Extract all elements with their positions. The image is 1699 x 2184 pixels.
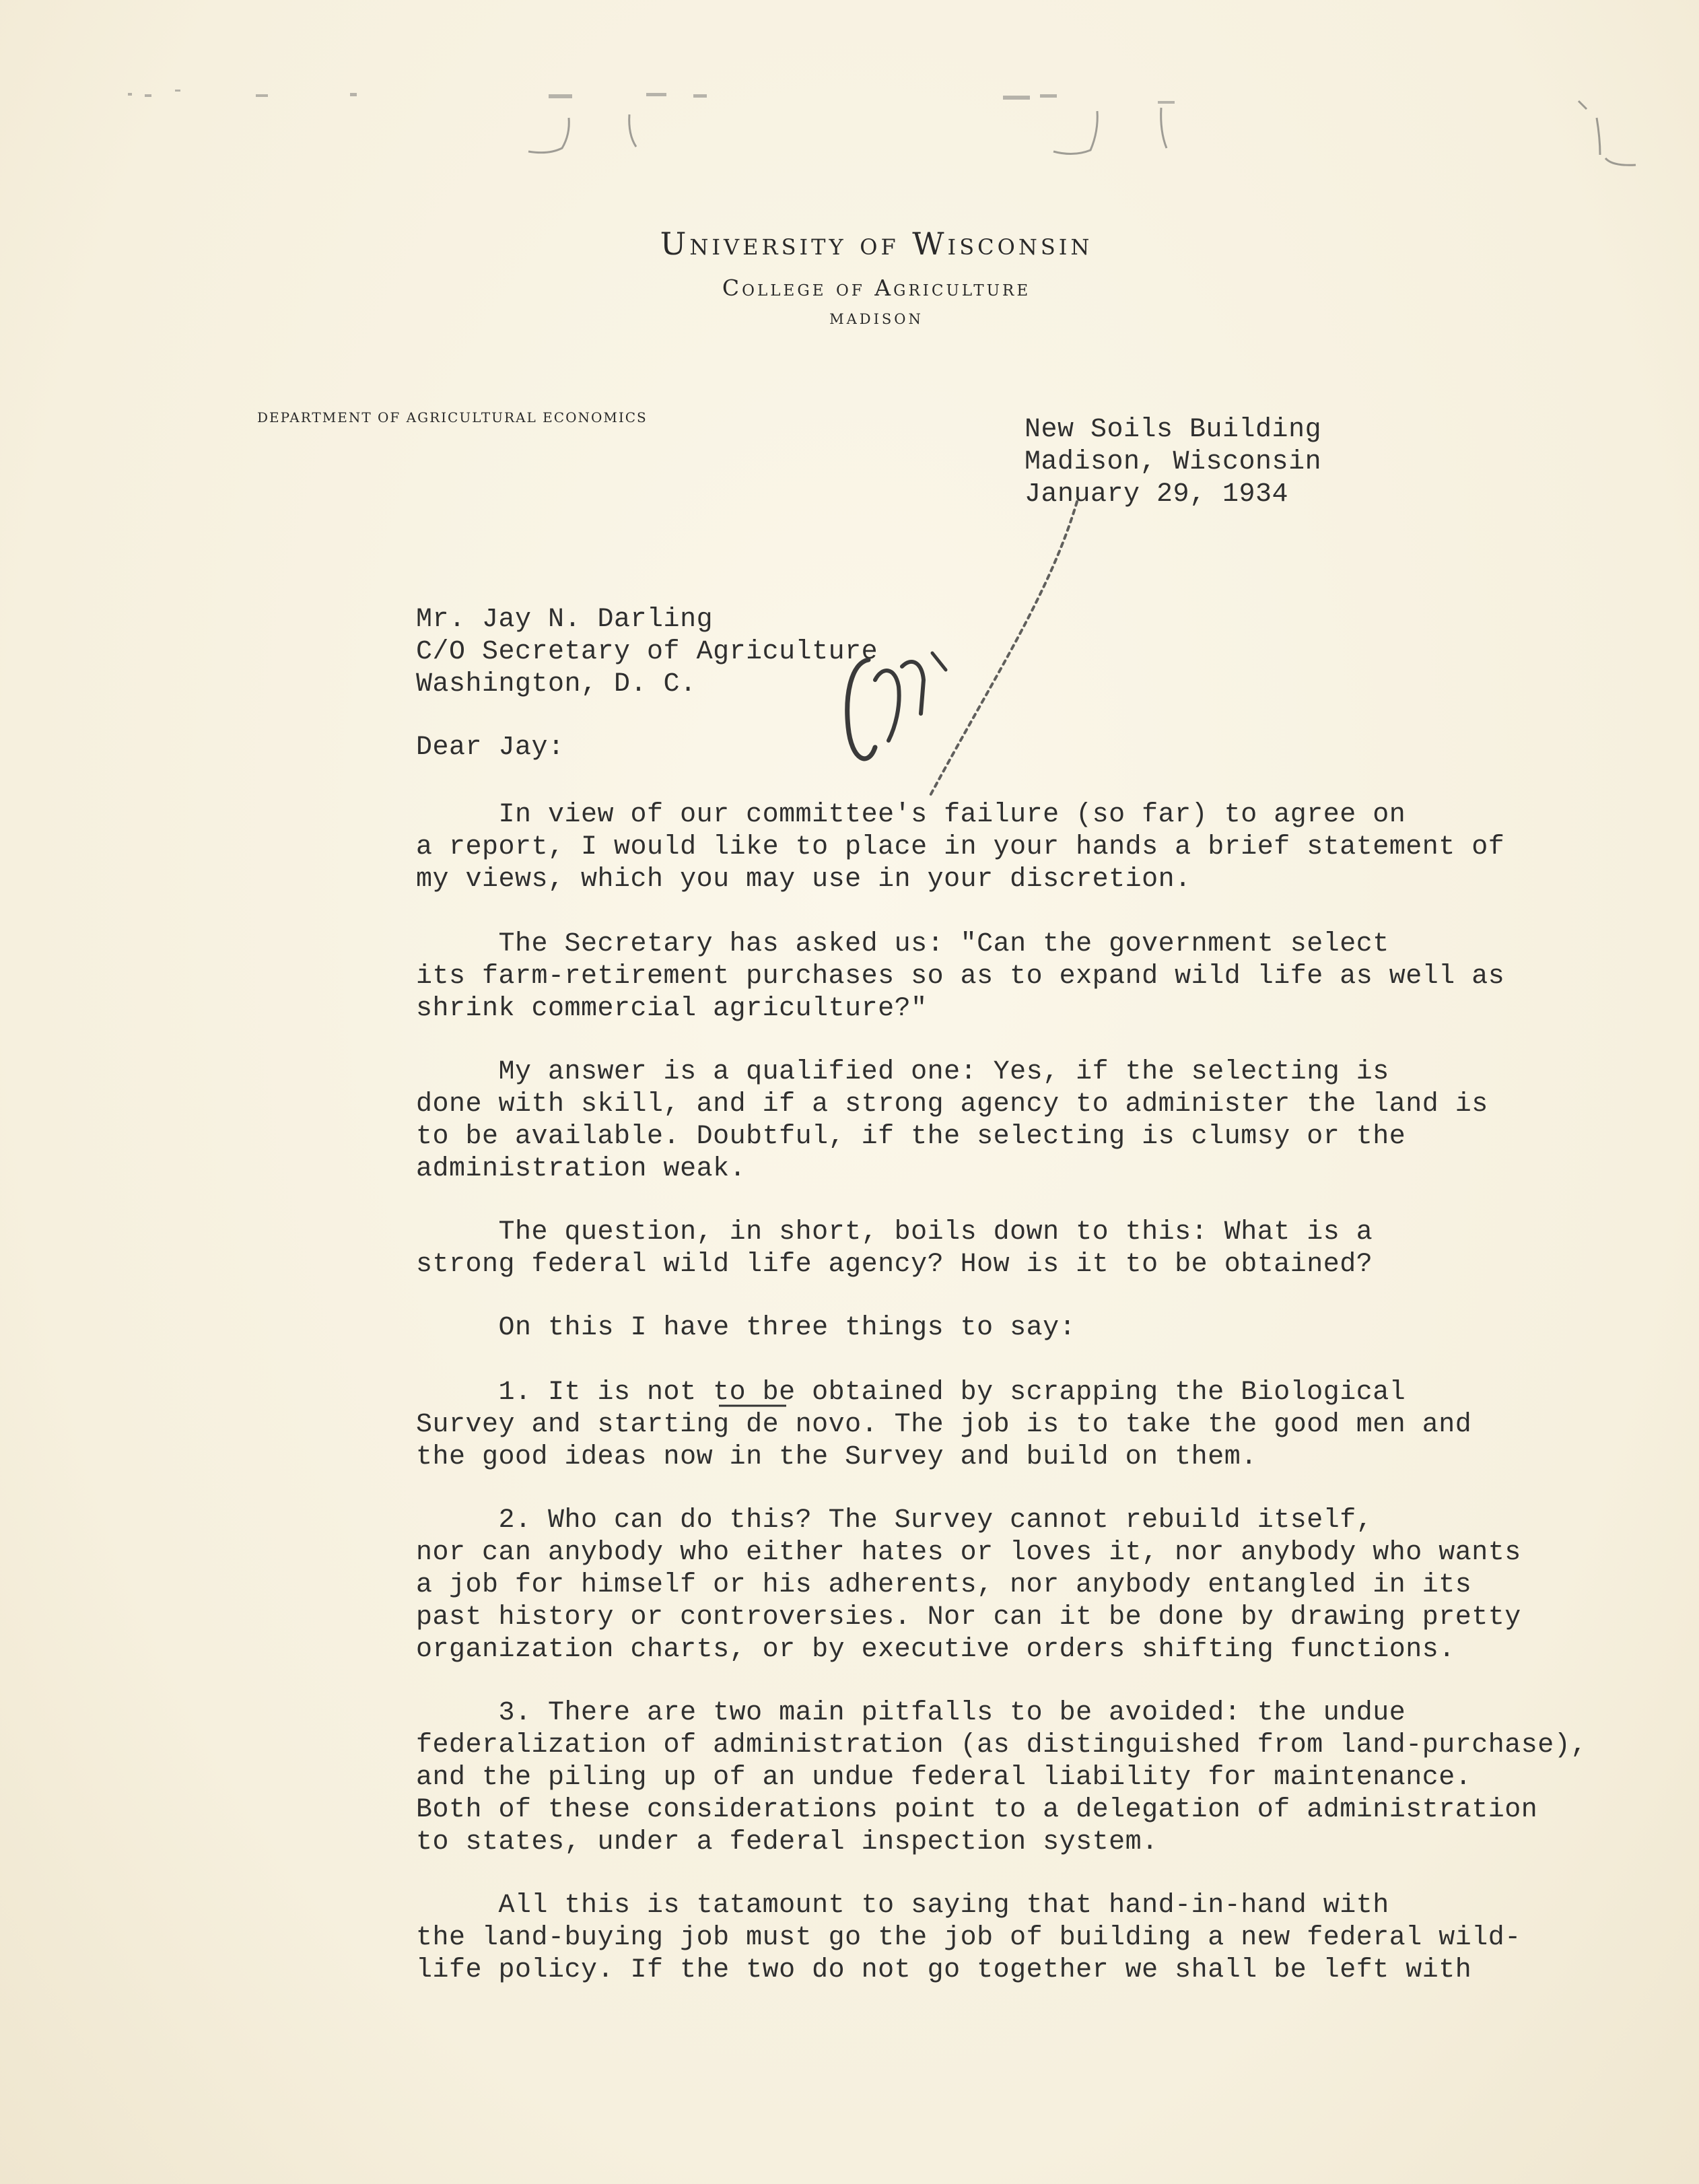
body-line: Survey and starting de novo. The job is to take the good men and [416,1410,1472,1440]
sender-address-line1: New Soils Building [1025,415,1322,445]
body-line: 2. Who can do this? The Survey cannot rebuild itself, [416,1505,1373,1536]
body-line: to states, under a federal inspection system. [416,1827,1158,1857]
body-line: On this I have three things to say: [416,1313,1076,1343]
body-line: The question, in short, boils down to this: What is a [416,1217,1373,1248]
letterhead-city: MADISON [829,311,924,327]
body-line: its farm-retirement purchases so as to expand wild life as well as [416,961,1505,992]
body-line: The Secretary has asked us: "Can the government select [416,929,1389,959]
body-line: my views, which you may use in your discretion. [416,864,1191,895]
body-line: In view of our committee's failure (so far) to agree on [416,800,1406,830]
recipient-line3: Washington, D. C. [416,669,697,699]
body-line: strong federal wild life agency? How is it to be obtained? [416,1250,1373,1280]
body-line: past history or controversies. Nor can it be done by drawing pretty [416,1602,1521,1633]
body-line: done with skill, and if a strong agency to administer the land is [416,1089,1488,1120]
recipient-name: Mr. Jay N. Darling [416,605,714,635]
body-line: All this is tatamount to saying that hand-in-hand with [416,1890,1389,1921]
body-line: a report, I would like to place in your hands a brief statement of [416,832,1505,862]
body-line: organization charts, or by executive orders shifting functions. [416,1635,1455,1665]
body-line: federalization of administration (as distinguished from land-purchase), [416,1730,1587,1761]
letterhead-university: University of Wisconsin [660,226,1093,262]
body-line: and the piling up of an undue federal liability for maintenance. [416,1763,1472,1793]
body-line: 3. There are two main pitfalls to be avoided: the undue [416,1698,1406,1728]
body-line: life policy. If the two do not go together we shall be left with [416,1955,1472,1985]
body-line: My answer is a qualified one: Yes, if the selecting is [416,1057,1389,1087]
recipient-line2: C/O Secretary of Agriculture [416,637,878,667]
body-line: Both of these considerations point to a delegation of administration [416,1795,1538,1825]
body-line: shrink commercial agriculture?" [416,994,928,1024]
salutation: Dear Jay: [416,732,565,763]
body-line: 1. It is not to be obtained by scrapping the Biological [416,1377,1406,1408]
letterhead-college: College of Agriculture [722,275,1031,301]
body-line: the land-buying job must go the job of building a new federal wild- [416,1923,1521,1953]
letter-date: January 29, 1934 [1025,479,1289,510]
department-name: DEPARTMENT OF AGRICULTURAL ECONOMICS [257,409,648,425]
body-line: a job for himself or his adherents, nor anybody entangled in its [416,1570,1472,1600]
body-line: to be available. Doubtful, if the selecting is clumsy or the [416,1122,1406,1152]
body-line: the good ideas now in the Survey and build on them. [416,1442,1257,1472]
body-line: administration weak. [416,1154,747,1184]
body-line: nor can anybody who either hates or loves it, nor anybody who wants [416,1538,1521,1568]
sender-address-line2: Madison, Wisconsin [1025,447,1322,477]
